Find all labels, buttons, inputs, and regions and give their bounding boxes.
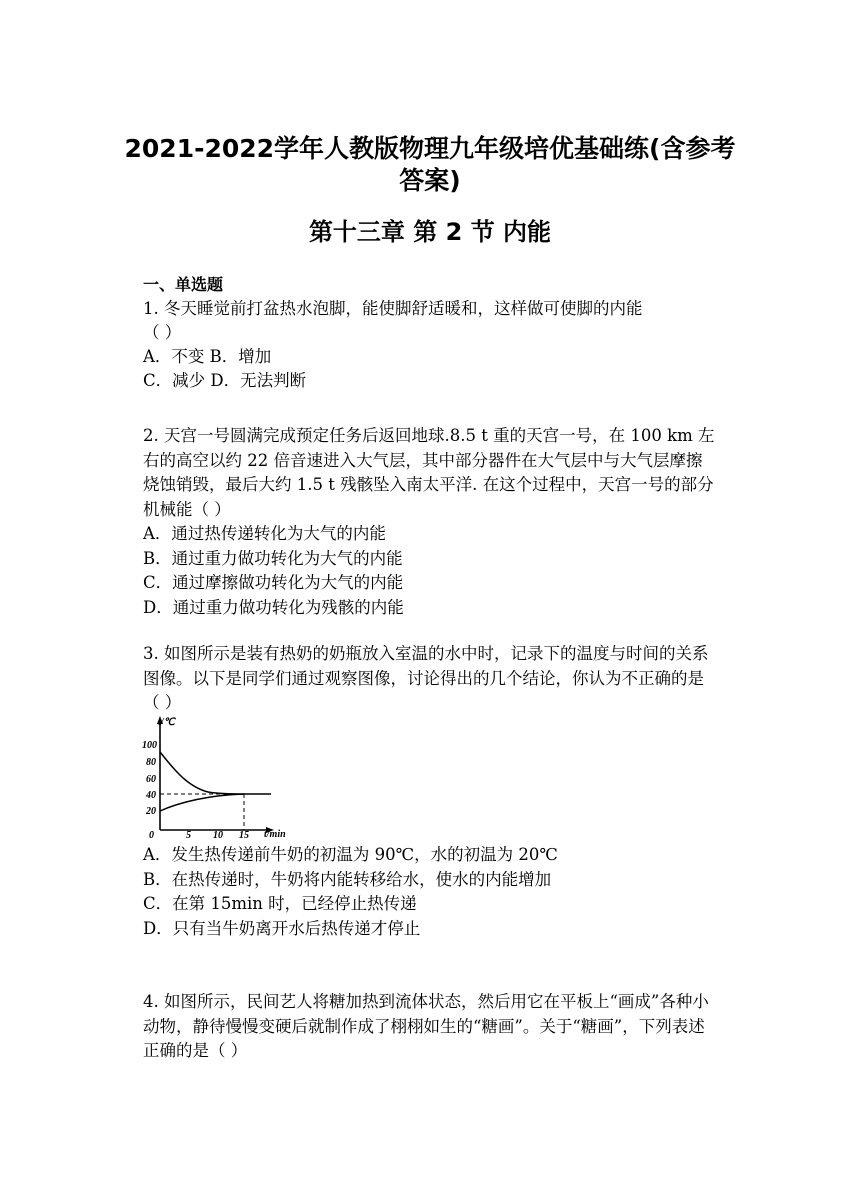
q3-stem: 3. 如图所示是装有热奶的奶瓶放入室温的水中时，记录下的温度与时间的关系图像。以下是同学们通过观察图像，讨论得出的几个结论，你认为不正确的是（ ） [143,644,709,712]
x-tick-5: 5 [186,830,191,840]
q1-options-line1: A．不变 B．增加 [143,347,272,366]
y-tick-80: 80 [146,757,156,768]
q2-stem: 2. 天宫一号圆满完成预定任务后返回地球.8.5 t 重的天宫一号，在 100 km 左右的高空以约 22 倍音速进入大气层，其中部分器件在大气层中与大气层摩擦烧蚀销毁，最后大约 1.5 t 残骸坠入南太平洋. 在这个过程中，天宫一号的部分机械能（ ） [143,426,715,519]
q3-options [143,843,715,941]
origin-label: 0 [149,830,154,840]
temperature-time-graph [140,712,295,844]
document-title-line2: 答案) [399,166,461,195]
q3-option-a: A．发生热传递前牛奶的初温为 90℃，水的初温为 20℃ [143,845,558,864]
q2-option-b: B．通过重力做功转化为大气的内能 [143,548,403,568]
q3-option-b: B．在热传递时，牛奶将内能转移给水，使水的内能增加 [143,869,552,889]
q3-option-d: D．只有当牛奶离开水后热传递才停止 [143,918,421,938]
q4-block [143,990,715,1064]
y-tick-20: 20 [146,806,156,817]
x-tick-10: 10 [213,830,223,840]
y-tick-60: 60 [146,774,156,785]
q2-option-c: C．通过摩擦做功转化为大气的内能 [143,573,404,592]
q3-option-c: C．在第 15min 时，已经停止热传递 [143,894,417,913]
q2-option-a: A．通过热传递转化为大气的内能 [143,524,386,543]
q3-block [143,642,715,716]
y-tick-40: 40 [146,790,156,801]
water-temperature-curve [160,794,244,811]
q2-option-d: D．通过重力做功转化为残骸的内能 [143,597,404,617]
section-heading: 一、单选题 [143,275,224,294]
q4-stem: 4. 如图所示，民间艺人将糖加热到流体状态，然后用它在平板上“画成”各种小动物，静待慢慢变硬后就制作成了栩栩如生的“糖画”。关于“糖画”，下列表述正确的是（ ） [143,992,709,1060]
x-axis-label: t/min [264,829,286,840]
q1-stem-line1: 1. 冬天睡觉前打盆热水泡脚，能使脚舒适暖和，这样做可使脚的内能 [143,299,643,318]
milk-temperature-curve [160,752,271,794]
q1-options-line2: C．减少 D．无法判断 [143,371,307,390]
q1-stem-line2: （ ） [143,323,182,342]
y-axis-label: t/℃ [158,717,175,728]
chapter-subtitle: 第十三章 第 2 节 内能 [308,218,552,246]
y-tick-100: 100 [142,740,157,751]
q2-block [143,424,715,620]
graph-svg [140,712,295,840]
x-tick-15: 15 [239,830,249,840]
document-title-line1: 2021-2022学年人教版物理九年级培优基础练(含参考 [124,134,736,163]
